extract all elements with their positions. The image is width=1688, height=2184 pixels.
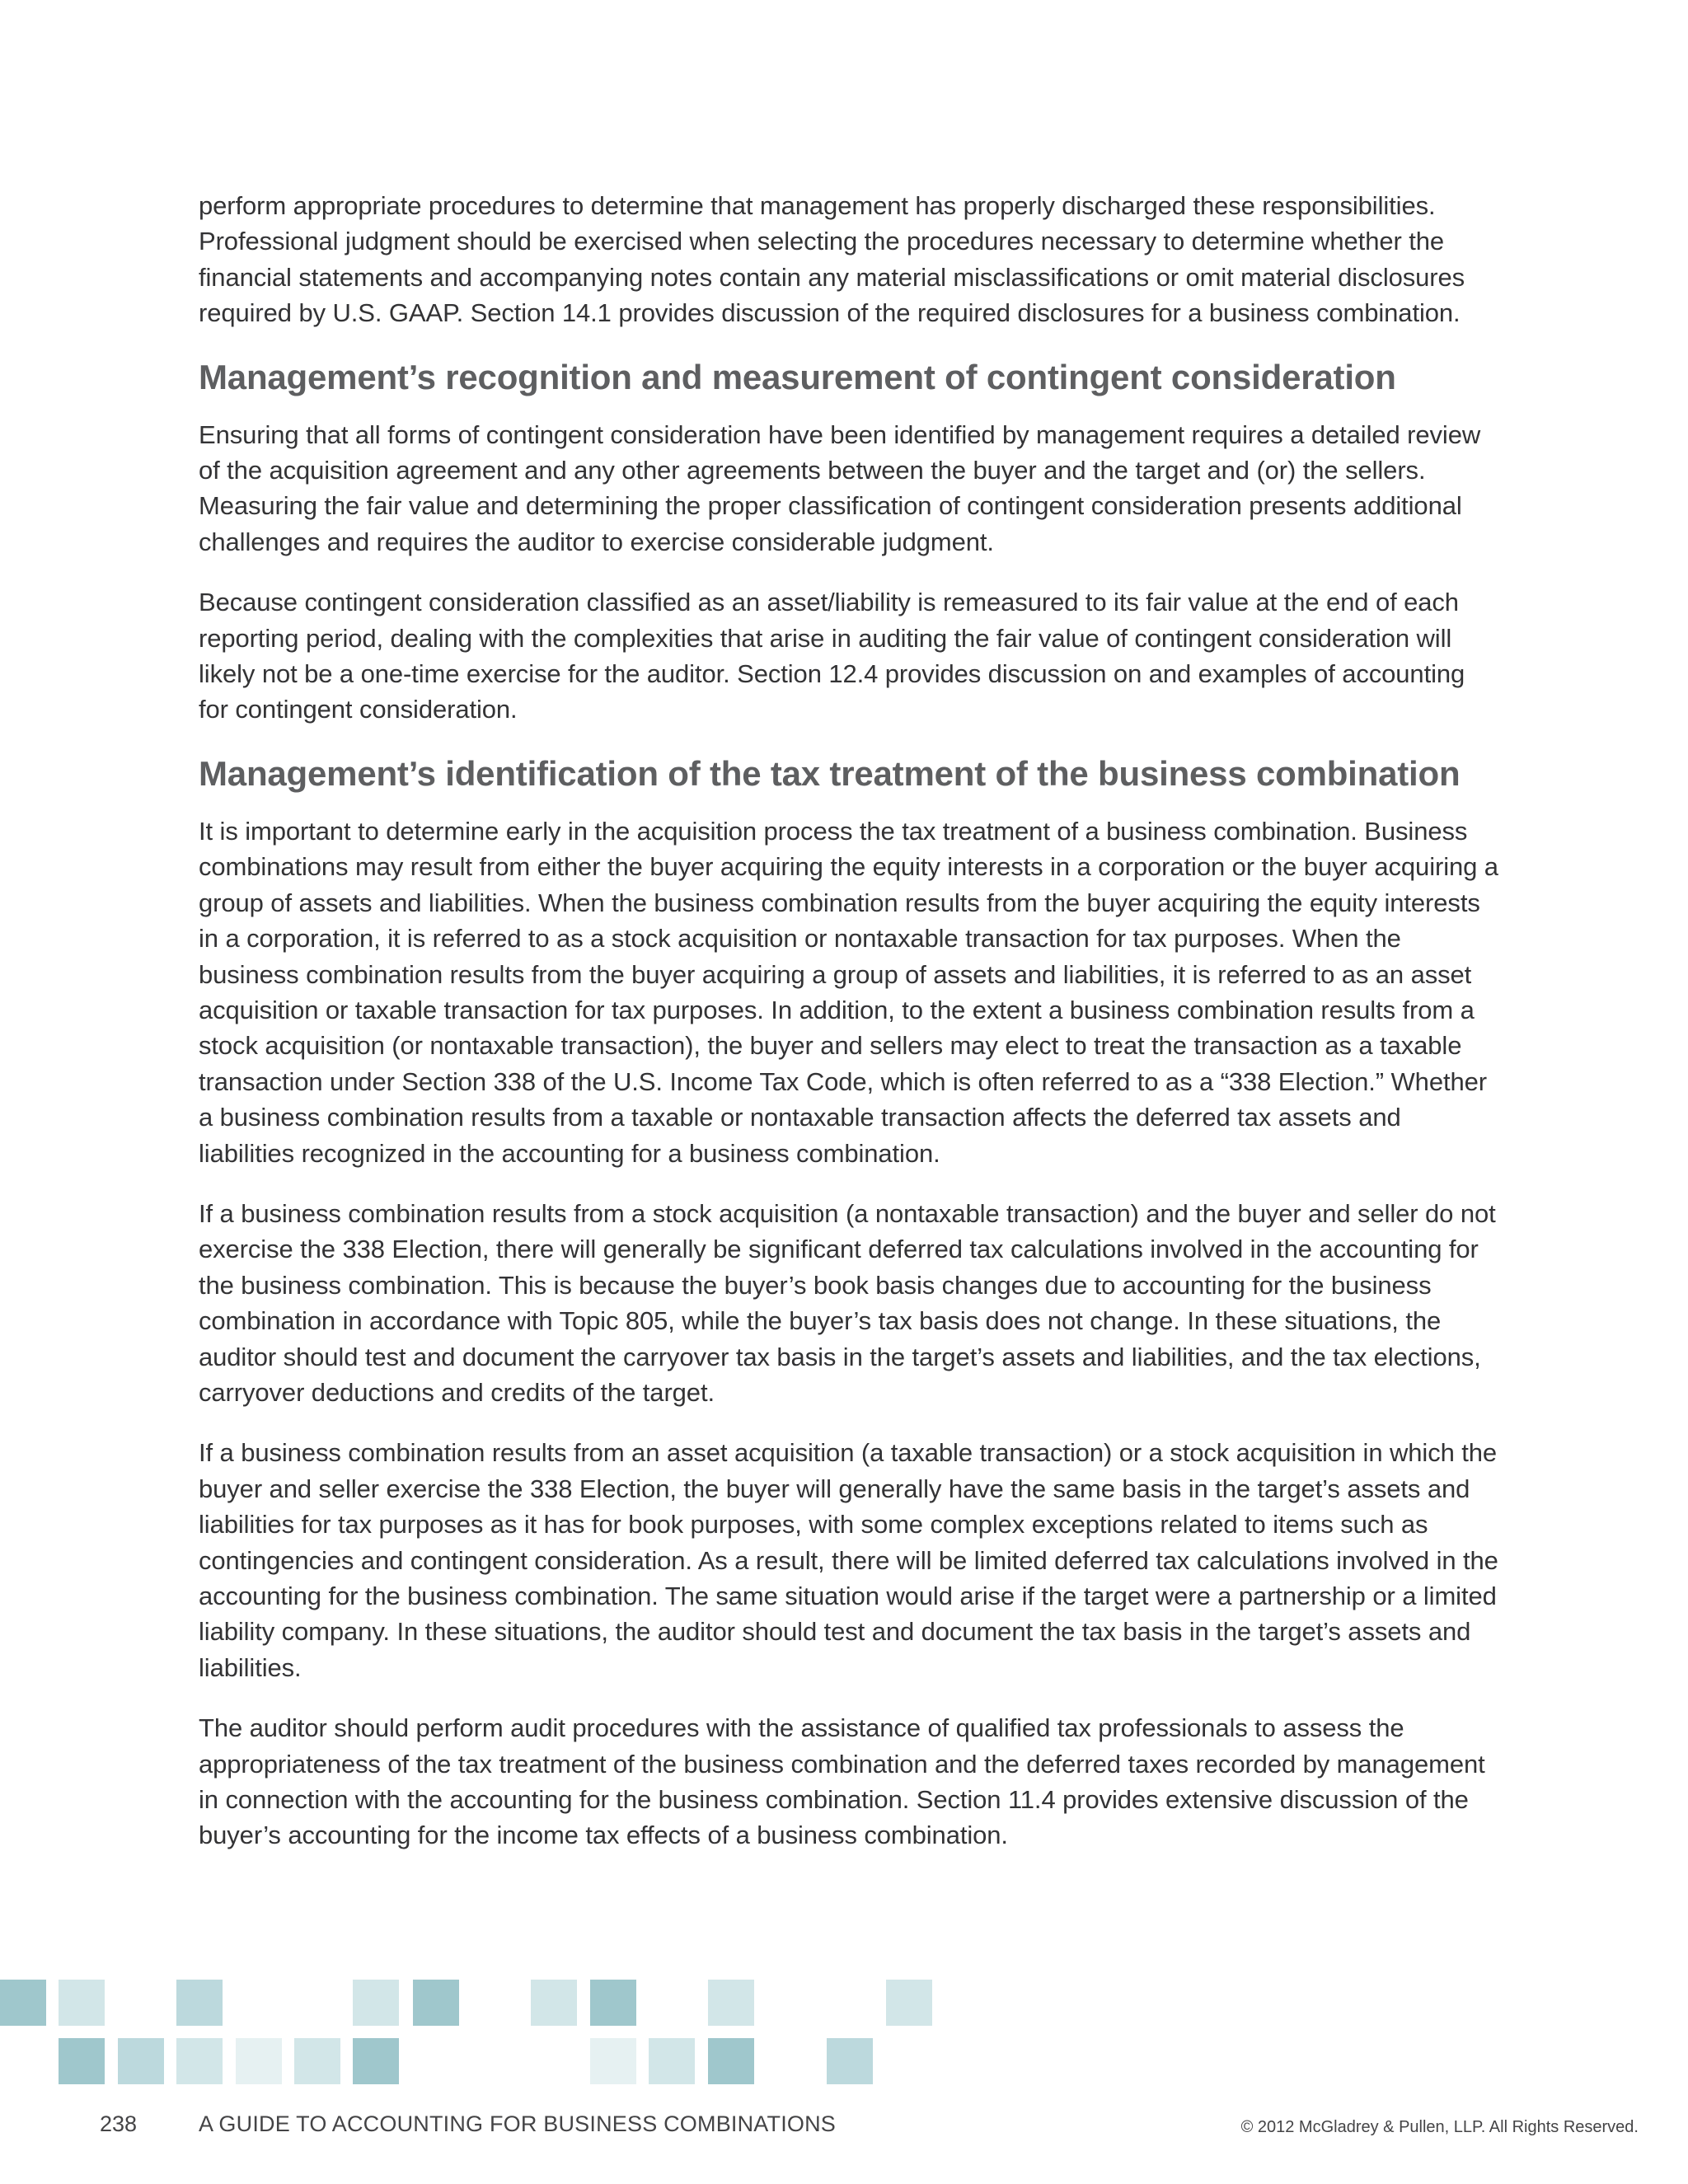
decorative-square (59, 1980, 105, 2026)
decorative-square (531, 1980, 577, 2026)
paragraph-contingent-2: Because contingent consideration classified as an asset/liability is remeasured to its fair value at the end of each reporting period, dealing with the complexities that arise in auditing the fair value of contingent consideration will likely not be a one-time exercise for the auditor. Section 12.4 provides discussion on and examples of accounting for contingent consideration. (199, 588, 1465, 724)
copyright-notice: © 2012 McGladrey & Pullen, LLP. All Rights Reserved. (1240, 2118, 1639, 2136)
paragraph-tax-4: The auditor should perform audit procedures with the assistance of qualified tax professionals to assess the appropriateness of the tax treatment of the business combination and the deferred taxes recorded by management in connection with the accounting for the business combination. Section 11.4 provides extensive discussion of the buyer’s accounting for the income tax effects of a business combination. (199, 1713, 1485, 1850)
decorative-square (0, 1980, 46, 2026)
decorative-square (708, 2038, 754, 2084)
decorative-square (708, 1980, 754, 2026)
decorative-square (59, 2038, 105, 2084)
page-body (199, 188, 1501, 1878)
running-footer-title: A GUIDE TO ACCOUNTING FOR BUSINESS COMBINATIONS (199, 2111, 837, 2136)
decorative-square (353, 1980, 399, 2026)
paragraph-tax-1: It is important to determine early in the acquisition process the tax treatment of a business combination. Business combinations may result from either the buyer acquiring the equity interests in a corporation or the buyer acquiring a group of assets and liabilities. When the business combination results from the buyer acquiring the equity interests in a corporation, it is referred to as a stock acquisition or nontaxable transaction for tax purposes. When the business combination results from the buyer acquiring a group of assets and liabilities, it is referred to as an asset acquisition or taxable transaction for tax purposes. In addition, to the extent a business combination results from a stock acquisition (or nontaxable transaction), the buyer and sellers may elect to treat the transaction as a taxable transaction under Section 338 of the U.S. Income Tax Code, which is often referred to as a “338 Election.” Whether a business combination results from a taxable or nontaxable transaction affects the deferred tax assets and liabilities recognized in the accounting for a business combination. (199, 816, 1498, 1168)
heading-contingent-consideration: Management’s recognition and measurement of contingent consideration (199, 357, 1396, 396)
decorative-square (827, 2038, 873, 2084)
paragraph-intro: perform appropriate procedures to determine that management has properly discharged these responsibilities. Professional judgment should be exercised when selecting the procedures necessary to determine whether the financial statements and accompanying notes contain any material misclassifications or omit material disclosures required by U.S. GAAP. Section 14.1 provides discussion of the required disclosures for a business combination. (199, 191, 1465, 328)
decorative-square (176, 1980, 223, 2026)
page-number: 238 (100, 2111, 138, 2136)
paragraph-tax-2: If a business combination results from a stock acquisition (a nontaxable transaction) and the buyer and seller do not exercise the 338 Election, there will generally be significant deferred tax calculations involved in the accounting for the business combination. This is because the buyer’s book basis changes due to accounting for the business combination in accordance with Topic 805, while the buyer’s tax basis does not change. In these situations, the auditor should test and document the carryover tax basis in the target’s assets and liabilities, and the tax elections, carryover deductions and credits of the target. (199, 1198, 1496, 1407)
decorative-square (176, 2038, 223, 2084)
paragraph-contingent-1: Ensuring that all forms of contingent consideration have been identified by management requires a detailed review of the acquisition agreement and any other agreements between the buyer and the target and (or) the sellers. Measuring the fair value and determining the proper classification of contingent consideration presents additional challenges and requires the auditor to exercise considerable judgment. (199, 419, 1481, 556)
decorative-square-pattern (0, 1980, 989, 2095)
decorative-square (118, 2038, 164, 2084)
decorative-square (590, 1980, 636, 2026)
paragraph-tax-3: If a business combination results from an asset acquisition (a taxable transaction) or a stock acquisition in which the buyer and seller exercise the 338 Election, the buyer will generally have the same basis in the target’s assets and liabilities for tax purposes as it has for book purposes, with some complex exceptions related to items such as contingencies and contingent consideration. As a result, there will be limited deferred tax calculations involved in the accounting for the business combination. The same situation would arise if the target were a partnership or a limited liability company. In these situations, the auditor should test and document the tax basis in the target’s assets and liabilities. (199, 1438, 1498, 1682)
decorative-square (294, 2038, 340, 2084)
decorative-square (353, 2038, 399, 2084)
decorative-square (413, 1980, 459, 2026)
decorative-square (886, 1980, 932, 2026)
decorative-square (649, 2038, 695, 2084)
decorative-square (590, 2038, 636, 2084)
heading-tax-treatment: Management’s identification of the tax treatment of the business combination (199, 753, 1461, 793)
decorative-square (236, 2038, 282, 2084)
